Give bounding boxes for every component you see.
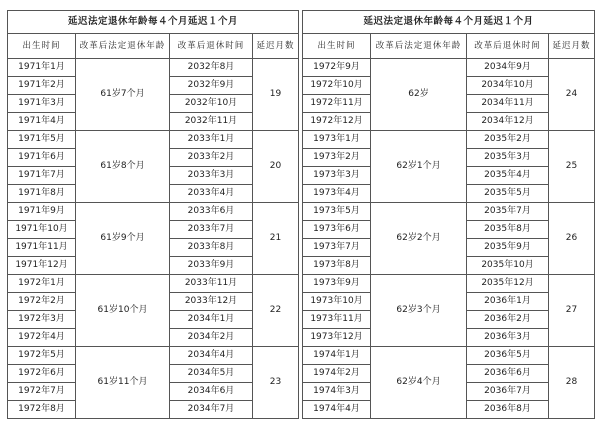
birth-time-cell: 1973年2月: [303, 149, 371, 167]
birth-time-cell: 1972年2月: [8, 293, 76, 311]
birth-time-cell: 1972年4月: [8, 329, 76, 347]
birth-time-cell: 1972年6月: [8, 365, 76, 383]
birth-time-cell: 1973年8月: [303, 257, 371, 275]
retirement-age-cell: 61岁7个月: [76, 59, 170, 131]
table-title: 延迟法定退休年龄每４个月延迟１个月: [303, 11, 595, 34]
table-row: [8, 203, 299, 221]
header-delay-months: 延迟月数: [253, 34, 299, 59]
delay-months-cell: 24: [549, 59, 595, 131]
birth-time-cell: 1971年5月: [8, 131, 76, 149]
table-row: [303, 347, 595, 365]
retirement-time-cell: 2035年4月: [467, 167, 549, 185]
header-delay-months: 延迟月数: [549, 34, 595, 59]
birth-time-cell: 1971年3月: [8, 95, 76, 113]
table-row: [8, 275, 299, 293]
birth-time-cell: 1973年6月: [303, 221, 371, 239]
birth-time-cell: 1971年1月: [8, 59, 76, 77]
birth-time-cell: 1973年9月: [303, 275, 371, 293]
birth-time-cell: 1973年5月: [303, 203, 371, 221]
header-retirement-age: 改革后法定退休年龄: [76, 34, 170, 59]
birth-time-cell: 1973年3月: [303, 167, 371, 185]
retirement-time-cell: 2036年5月: [467, 347, 549, 365]
birth-time-cell: 1971年9月: [8, 203, 76, 221]
birth-time-cell: 1974年3月: [303, 383, 371, 401]
birth-time-cell: 1972年8月: [8, 401, 76, 419]
retirement-time-cell: 2034年1月: [170, 311, 253, 329]
table-row: [303, 59, 595, 77]
retirement-table-right: [302, 10, 595, 419]
delay-months-cell: 20: [253, 131, 299, 203]
retirement-time-cell: 2036年7月: [467, 383, 549, 401]
birth-time-cell: 1973年11月: [303, 311, 371, 329]
retirement-time-cell: 2033年4月: [170, 185, 253, 203]
retirement-time-cell: 2033年9月: [170, 257, 253, 275]
retirement-time-cell: 2032年10月: [170, 95, 253, 113]
delay-months-cell: 21: [253, 203, 299, 275]
retirement-time-cell: 2036年6月: [467, 365, 549, 383]
retirement-age-cell: 62岁4个月: [371, 347, 467, 419]
retirement-age-cell: 62岁2个月: [371, 203, 467, 275]
retirement-time-cell: 2033年3月: [170, 167, 253, 185]
retirement-time-cell: 2036年8月: [467, 401, 549, 419]
delay-months-cell: 25: [549, 131, 595, 203]
retirement-age-cell: 61岁11个月: [76, 347, 170, 419]
document-page: [7, 10, 594, 416]
retirement-time-cell: 2035年8月: [467, 221, 549, 239]
retirement-age-cell: 62岁3个月: [371, 275, 467, 347]
retirement-time-cell: 2034年11月: [467, 95, 549, 113]
delay-months-cell: 28: [549, 347, 595, 419]
birth-time-cell: 1971年6月: [8, 149, 76, 167]
retirement-time-cell: 2034年6月: [170, 383, 253, 401]
header-retirement-time: 改革后退休时间: [467, 34, 549, 59]
retirement-time-cell: 2033年11月: [170, 275, 253, 293]
header-birth-time: 出生时间: [8, 34, 76, 59]
birth-time-cell: 1972年11月: [303, 95, 371, 113]
birth-time-cell: 1974年1月: [303, 347, 371, 365]
birth-time-cell: 1973年7月: [303, 239, 371, 257]
retirement-time-cell: 2033年2月: [170, 149, 253, 167]
birth-time-cell: 1972年12月: [303, 113, 371, 131]
birth-time-cell: 1972年10月: [303, 77, 371, 95]
table-header-row: [303, 34, 595, 59]
retirement-time-cell: 2035年3月: [467, 149, 549, 167]
retirement-time-cell: 2035年2月: [467, 131, 549, 149]
retirement-time-cell: 2036年3月: [467, 329, 549, 347]
birth-time-cell: 1972年1月: [8, 275, 76, 293]
table-header-row: [8, 34, 299, 59]
table-row: [8, 347, 299, 365]
birth-time-cell: 1971年10月: [8, 221, 76, 239]
birth-time-cell: 1972年9月: [303, 59, 371, 77]
delay-months-cell: 23: [253, 347, 299, 419]
retirement-time-cell: 2032年11月: [170, 113, 253, 131]
delay-months-cell: 26: [549, 203, 595, 275]
retirement-time-cell: 2033年6月: [170, 203, 253, 221]
table-row: [8, 131, 299, 149]
retirement-time-cell: 2035年12月: [467, 275, 549, 293]
retirement-time-cell: 2033年7月: [170, 221, 253, 239]
birth-time-cell: 1973年1月: [303, 131, 371, 149]
table-title: 延迟法定退休年龄每４个月延迟１个月: [8, 11, 299, 34]
retirement-time-cell: 2035年5月: [467, 185, 549, 203]
table-title-row: [8, 11, 299, 34]
birth-time-cell: 1971年11月: [8, 239, 76, 257]
retirement-age-cell: 61岁8个月: [76, 131, 170, 203]
table-title-row: [303, 11, 595, 34]
birth-time-cell: 1971年4月: [8, 113, 76, 131]
birth-time-cell: 1971年2月: [8, 77, 76, 95]
table-row: [303, 131, 595, 149]
retirement-time-cell: 2033年1月: [170, 131, 253, 149]
header-retirement-time: 改革后退休时间: [170, 34, 253, 59]
birth-time-cell: 1973年12月: [303, 329, 371, 347]
birth-time-cell: 1973年10月: [303, 293, 371, 311]
header-retirement-age: 改革后法定退休年龄: [371, 34, 467, 59]
birth-time-cell: 1973年4月: [303, 185, 371, 203]
retirement-time-cell: 2034年9月: [467, 59, 549, 77]
birth-time-cell: 1971年7月: [8, 167, 76, 185]
retirement-time-cell: 2036年2月: [467, 311, 549, 329]
retirement-age-cell: 61岁10个月: [76, 275, 170, 347]
table-row: [303, 203, 595, 221]
birth-time-cell: 1974年4月: [303, 401, 371, 419]
retirement-time-cell: 2034年10月: [467, 77, 549, 95]
table-row: [303, 275, 595, 293]
delay-months-cell: 22: [253, 275, 299, 347]
retirement-time-cell: 2034年2月: [170, 329, 253, 347]
retirement-time-cell: 2034年5月: [170, 365, 253, 383]
birth-time-cell: 1971年8月: [8, 185, 76, 203]
delay-months-cell: 19: [253, 59, 299, 131]
birth-time-cell: 1972年5月: [8, 347, 76, 365]
birth-time-cell: 1971年12月: [8, 257, 76, 275]
retirement-time-cell: 2033年12月: [170, 293, 253, 311]
retirement-age-cell: 61岁9个月: [76, 203, 170, 275]
retirement-time-cell: 2032年9月: [170, 77, 253, 95]
table-row: [8, 59, 299, 77]
retirement-time-cell: 2035年9月: [467, 239, 549, 257]
retirement-time-cell: 2035年10月: [467, 257, 549, 275]
retirement-time-cell: 2033年8月: [170, 239, 253, 257]
retirement-age-cell: 62岁: [371, 59, 467, 131]
retirement-time-cell: 2034年7月: [170, 401, 253, 419]
delay-months-cell: 27: [549, 275, 595, 347]
retirement-age-cell: 62岁1个月: [371, 131, 467, 203]
retirement-time-cell: 2032年8月: [170, 59, 253, 77]
retirement-time-cell: 2034年4月: [170, 347, 253, 365]
retirement-time-cell: 2034年12月: [467, 113, 549, 131]
birth-time-cell: 1972年3月: [8, 311, 76, 329]
birth-time-cell: 1972年7月: [8, 383, 76, 401]
retirement-time-cell: 2035年7月: [467, 203, 549, 221]
header-birth-time: 出生时间: [303, 34, 371, 59]
retirement-time-cell: 2036年1月: [467, 293, 549, 311]
retirement-table-left: [7, 10, 299, 419]
birth-time-cell: 1974年2月: [303, 365, 371, 383]
